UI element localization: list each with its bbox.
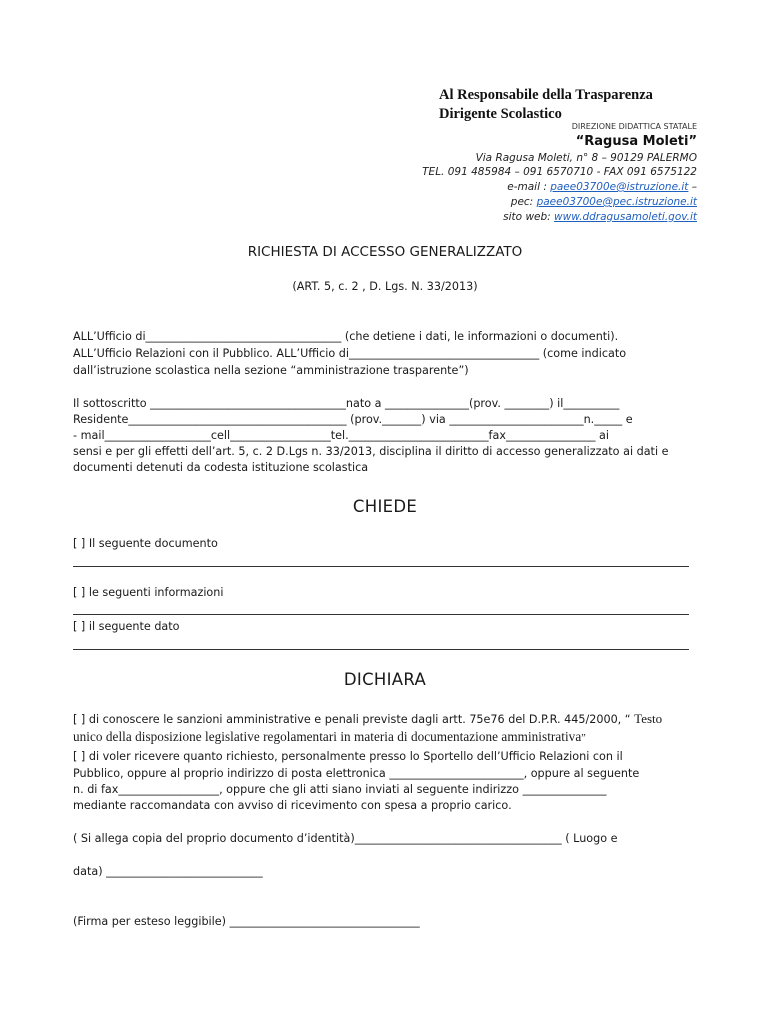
- school-web-line: [503, 211, 697, 223]
- applicant-line-5: documenti detenuti da codesta istituzione scolastica: [73, 461, 369, 474]
- request-document-fill-line: [73, 566, 689, 567]
- web-link[interactable]: www.ddragusamoleti.gov.it: [554, 211, 697, 223]
- declaration-line-4: Pubblico, oppure al proprio indirizzo di posta elettronica ________________________, oppure al seguente: [73, 767, 640, 780]
- web-label: sito web:: [503, 211, 555, 223]
- request-data-fill-line: [73, 649, 689, 650]
- applicant-line-4: sensi e per gli effetti dell’art. 5, c. 2 D.Lgs n. 33/2013, disciplina il diritto di accesso generalizzato ai dati e: [73, 445, 669, 458]
- declaration-line-1-text: [ ] di conoscere le sanzioni amministrative e penali previste dagli artt. 75e76 del D.P.R. 445/2000, “: [73, 713, 635, 726]
- chiede-heading: CHIEDE: [352, 497, 418, 516]
- applicant-line-2: Residente_______________________________________ (prov._______) via ________________________n._____ e: [73, 413, 633, 426]
- declaration-line-2-tail: ”: [581, 733, 586, 744]
- school-email-line: [507, 181, 697, 193]
- declaration-line-1: [73, 711, 662, 727]
- declaration-line-2-text: unico della disposizione legislative regolamentari in materia di documentazione amministrativa: [73, 729, 582, 744]
- signature-line: (Firma per esteso leggibile) __________________________________: [73, 915, 420, 928]
- school-pec-line: [511, 196, 697, 208]
- document-title: RICHIESTA DI ACCESSO GENERALIZZATO: [247, 244, 523, 260]
- declaration-line-2: [73, 729, 586, 745]
- date-line: data) ____________________________: [73, 865, 263, 878]
- request-option-information: [ ] le seguenti informazioni: [73, 586, 224, 599]
- school-phones: TEL. 091 485984 – 091 6570710 - FAX 091 6575122: [422, 166, 697, 178]
- email-label: e-mail :: [507, 181, 551, 193]
- pec-label: pec:: [510, 196, 537, 208]
- office-line-2: ALL’Ufficio Relazioni con il Pubblico. ALL’Ufficio di__________________________________ (come indicato: [73, 347, 627, 360]
- applicant-line-1: Il sottoscritto ___________________________________nato a _______________(prov. ________) il__________: [73, 397, 620, 410]
- school-address: Via Ragusa Moleti, n° 8 – 90129 PALERMO: [475, 152, 697, 164]
- attachment-line: ( Si allega copia del proprio documento d’identità)_____________________________________ ( Luogo e: [73, 832, 618, 845]
- request-information-fill-line: [73, 614, 689, 615]
- document-reference: (ART. 5, c. 2 , D. Lgs. N. 33/2013): [292, 280, 478, 293]
- pec-link[interactable]: paee03700e@pec.istruzione.it: [536, 196, 697, 208]
- school-direction: DIREZIONE DIDATTICA STATALE: [571, 122, 697, 131]
- declaration-line-3: [ ] di voler ricevere quanto richiesto, personalmente presso lo Sportello dell’Ufficio Relazioni con il: [73, 750, 623, 763]
- declaration-line-6: mediante raccomandata con avviso di ricevimento con spesa a proprio carico.: [73, 799, 512, 812]
- office-line-3: dall’istruzione scolastica nella sezione “amministrazione trasparente”): [73, 364, 469, 377]
- recipient-line-2: Dirigente Scolastico: [439, 106, 562, 122]
- school-name: “Ragusa Moleti”: [575, 134, 697, 149]
- request-option-document: [ ] Il seguente documento: [73, 537, 218, 550]
- declaration-line-1-serif: Testo: [634, 711, 663, 726]
- request-option-data: [ ] il seguente dato: [73, 620, 180, 633]
- email-suffix: –: [688, 181, 697, 193]
- dichiara-heading: DICHIARA: [343, 670, 427, 689]
- applicant-line-3: - mail___________________cell__________________tel._________________________fax________________ ai: [73, 429, 609, 442]
- recipient-line-1: Al Responsabile della Trasparenza: [439, 87, 653, 103]
- email-link[interactable]: paee03700e@istruzione.it: [550, 181, 689, 193]
- office-line-1: ALL’Ufficio di___________________________________ (che detiene i dati, le informazioni o documenti).: [73, 330, 619, 343]
- declaration-line-5: n. di fax__________________, oppure che gli atti siano inviati al seguente indirizzo _______________: [73, 783, 607, 796]
